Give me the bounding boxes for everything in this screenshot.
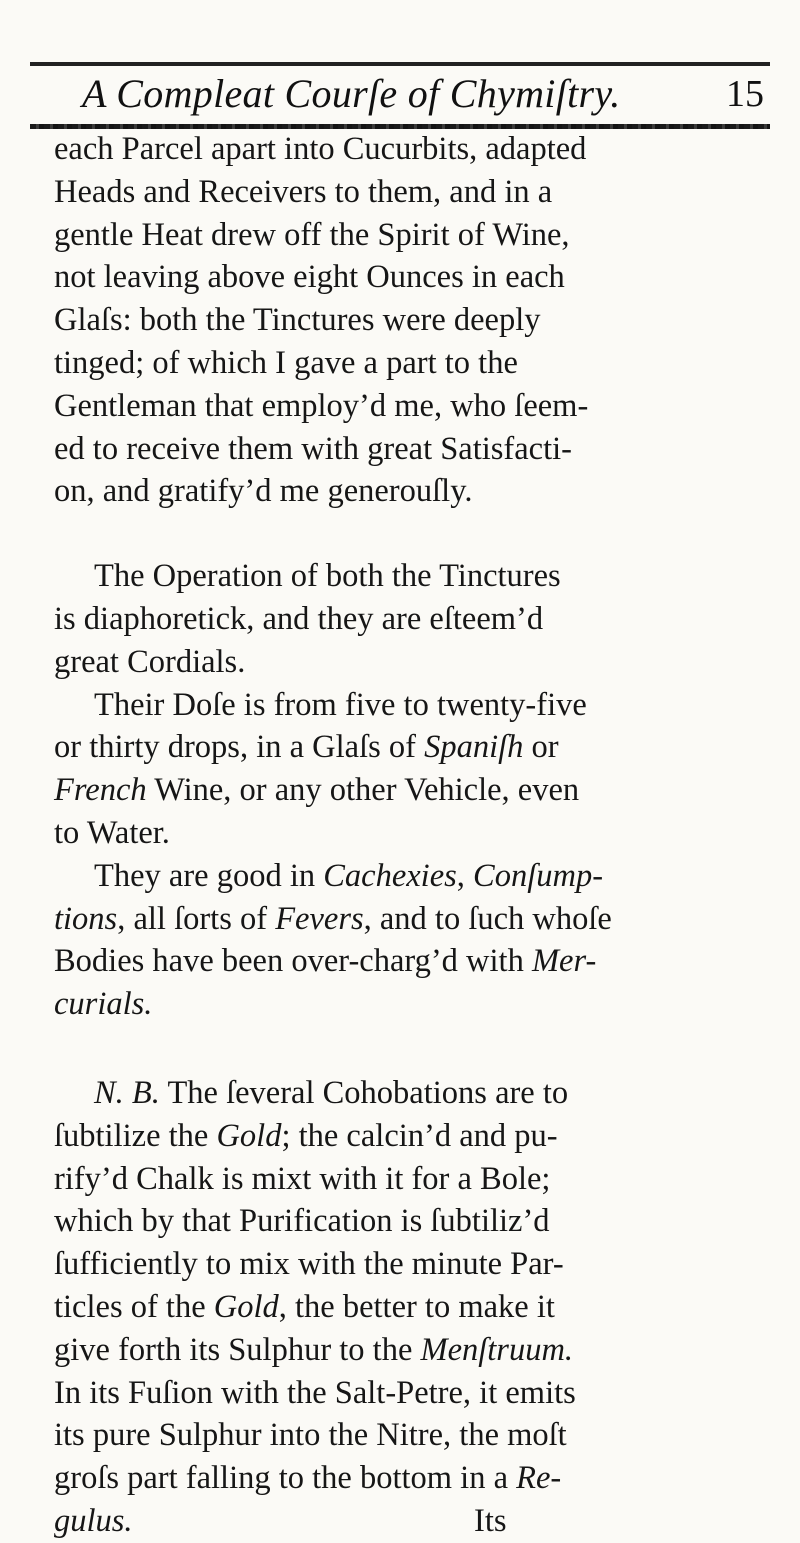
text-line: gentle Heat drew off the Spirit of Wine, (54, 216, 570, 253)
italic-word: Mer- (531, 943, 597, 980)
text-line (54, 1115, 776, 1158)
text-run: , and to ſuch whoſe (363, 900, 612, 937)
text-run: ; the calcin’d and pu- (281, 1117, 558, 1154)
text-line (54, 1457, 776, 1500)
nota-bene-label: N. B. (94, 1074, 160, 1111)
text-line: each Parcel apart into Cucurbits, adapted (54, 131, 587, 167)
italic-word: curials. (54, 986, 153, 1023)
text-line: tinged; of which I gave a part to the (54, 344, 518, 381)
paragraph-gap (54, 1026, 776, 1072)
text-line: great Cordials. (54, 643, 246, 680)
text-run: or (523, 729, 559, 766)
paragraph-2 (54, 555, 776, 683)
italic-word: Cachexies (323, 857, 457, 894)
text-line: Heads and Receivers to them, and in a (54, 173, 553, 210)
text-line: In its Fuſion with the Salt-Petre, it emits (54, 1374, 576, 1411)
paragraph-gap (54, 513, 776, 555)
text-line (54, 769, 776, 812)
text-run: Wine, or any other Vehicle, even (146, 772, 580, 809)
text-line: to Water. (54, 814, 170, 851)
body-text (54, 128, 776, 1543)
text-line: Glaſs: both the Tinctures were deeply (54, 302, 541, 339)
text-run: They are good in (94, 857, 324, 894)
text-line: is diaphoretick, and they are eſteem’d (54, 600, 544, 637)
italic-word: tions (54, 900, 118, 937)
paragraph-4 (54, 855, 776, 1026)
paragraph-3 (54, 684, 776, 855)
text-line: not leaving above eight Ounces in each (54, 259, 565, 296)
running-head (30, 66, 770, 118)
text-line (54, 1286, 776, 1329)
text-line: its pure Sulphur into the Nitre, the moſt (54, 1417, 567, 1454)
catchword: Its (474, 1502, 507, 1539)
italic-word: Gold (213, 1288, 279, 1325)
text-line: which by that Purification is ſubtiliz’d (54, 1203, 550, 1240)
italic-word: Gold (216, 1117, 282, 1154)
text-run: Bodies have been over-charg’d with (54, 943, 532, 980)
note-paragraph (54, 1072, 776, 1543)
text-line: rify’d Chalk is mixt with it for a Bole; (54, 1160, 551, 1197)
text-run: , (456, 857, 474, 894)
text-run: give forth its Sulphur to the (54, 1331, 421, 1368)
text-run: groſs part falling to the bottom in a (54, 1460, 517, 1497)
text-line (54, 1072, 776, 1115)
italic-word: Fevers (275, 900, 364, 937)
text-line: Gentleman that employ’d me, who ſeem- (54, 387, 589, 424)
text-run: , the better to make it (278, 1288, 555, 1325)
text-line (54, 898, 776, 941)
running-title: A Compleat Courſe of Chymiſtry. (82, 71, 621, 116)
text-run: ticles of the (54, 1288, 214, 1325)
italic-word: Menſtruum. (420, 1331, 574, 1368)
text-run: ſubtilize the (54, 1117, 217, 1154)
italic-word: French (54, 772, 147, 809)
text-run: , all ſorts of (117, 900, 276, 937)
paragraph-1 (54, 128, 776, 513)
text-line (54, 940, 776, 983)
text-line: ſufficiently to mix with the minute Par- (54, 1246, 564, 1283)
text-line (54, 1500, 776, 1543)
italic-word: Conſump- (473, 857, 604, 894)
italic-word: Re- (516, 1460, 562, 1497)
text-run: The ſeveral Cohobations are to (159, 1074, 569, 1111)
text-line: on, and gratify’d me generouſly. (54, 473, 473, 510)
text-run: or thirty drops, in a Glaſs of (54, 729, 425, 766)
italic-word: Spaniſh (424, 729, 524, 766)
text-line (54, 855, 776, 898)
text-line: Their Doſe is from five to twenty-five (94, 686, 587, 723)
text-line: ed to receive them with great Satisfacti- (54, 430, 572, 467)
text-line (54, 983, 776, 1026)
text-line (54, 1329, 776, 1372)
page-number: 15 (726, 73, 764, 115)
text-line: The Operation of both the Tinctures (94, 558, 561, 595)
italic-word: gulus. (54, 1502, 133, 1539)
text-line (54, 726, 776, 769)
